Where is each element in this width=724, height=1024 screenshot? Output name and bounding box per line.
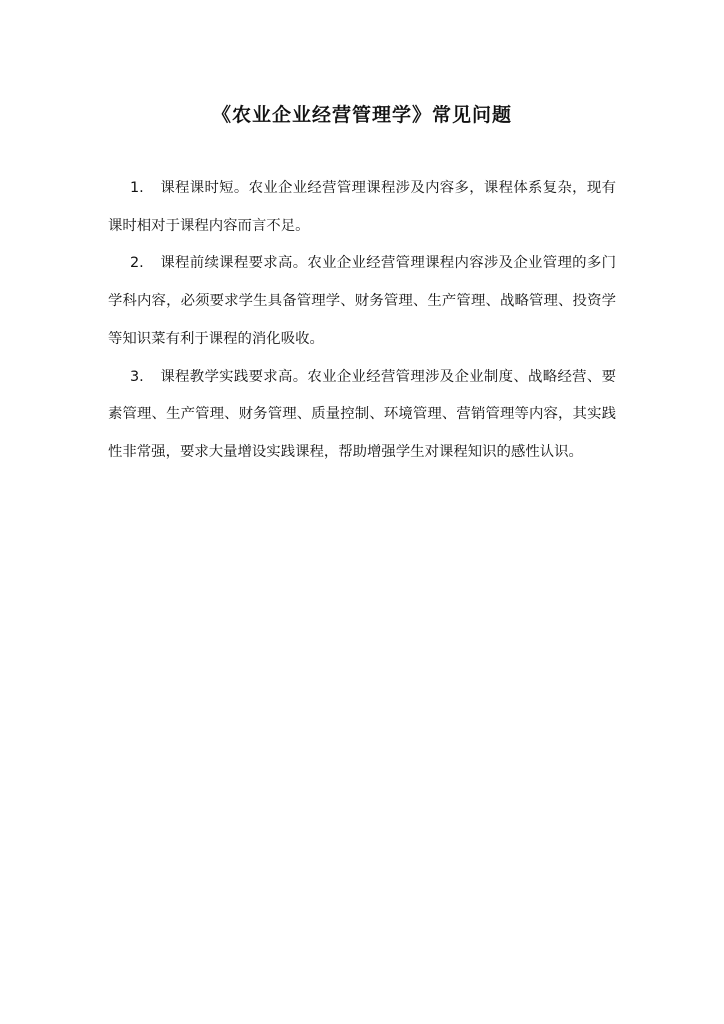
list-item: [108, 170, 616, 245]
question-list: [108, 170, 616, 472]
list-item: [108, 245, 616, 358]
item-text: 课程课时短。农业企业经营管理课程涉及内容多，课程体系复杂，现有课时相对于课程内容而言不足。: [108, 180, 616, 234]
item-number: 2.: [130, 255, 144, 272]
item-text: 课程教学实践要求高。农业企业经营管理涉及企业制度、战略经营、要素管理、生产管理、财务管理、质量控制、环境管理、营销管理等内容，其实践性非常强，要求大量增设实践课程，帮助增强学生对课程知识的感性认识。: [108, 368, 616, 460]
document-title: 《农业企业经营管理学》常见问题: [211, 104, 512, 126]
item-number: 3.: [130, 368, 144, 385]
list-item: [108, 359, 616, 472]
item-text: 课程前续课程要求高。农业企业经营管理课程内容涉及企业管理的多门学科内容，必须要求学生具备管理学、财务管理、生产管理、战略管理、投资学等知识菜有利于课程的消化吸收。: [108, 255, 616, 347]
item-number: 1.: [130, 180, 144, 196]
